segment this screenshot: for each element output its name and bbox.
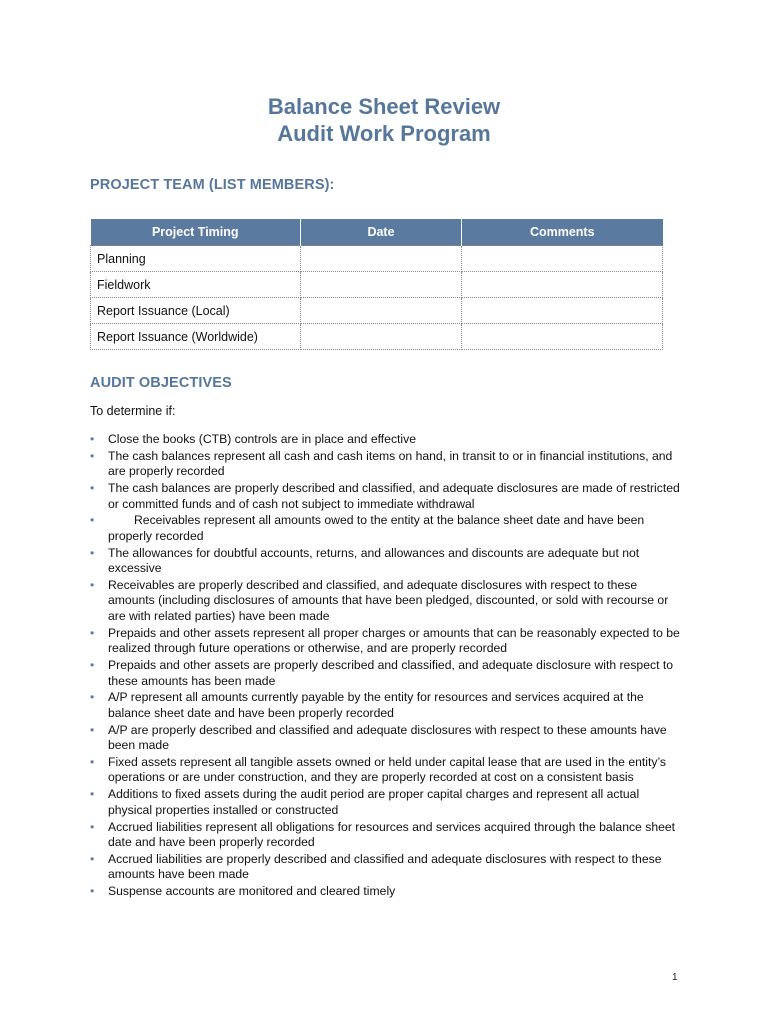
objective-text: Prepaids and other assets are properly described and classified, and adequate disclosure with respect to these amounts has been made [108,658,674,688]
bullet-icon: • [90,481,95,496]
list-item [90,626,680,657]
list-item [90,723,680,754]
bullet-icon: • [90,754,95,769]
bullet-icon: • [90,432,95,446]
bullet-icon: • [90,787,95,802]
bullet-icon: • [90,448,95,463]
table-header-row [91,219,663,246]
list-item [90,432,680,448]
comments-cell [462,298,663,324]
date-cell [301,272,462,298]
bullet-icon: • [90,722,95,737]
comments-cell [462,246,663,272]
bullet-icon: • [90,819,95,834]
project-team-heading: PROJECT TEAM (LIST MEMBERS): [90,177,335,193]
header-comments: Comments [462,219,663,246]
table-row [91,298,663,324]
objective-text: Suspense accounts are monitored and cleared timely [108,884,396,899]
list-item [90,449,680,480]
bullet-icon: • [90,545,95,560]
bullet-icon: • [90,884,95,899]
objective-text: Fixed assets represent all tangible assets owned or held under capital lease that are used in the entity’s operations or are under construction, and they are properly recorded at cost on a consistent basis [108,754,667,785]
bullet-icon: • [90,513,95,528]
row-label-report-issuance-worldwide: Report Issuance (Worldwide) [91,324,301,350]
bullet-icon: • [90,625,95,640]
objective-text: The allowances for doubtful accounts, returns, and allowances and discounts are adequate but not excessive [108,545,640,576]
list-item [90,787,680,818]
list-item [90,820,680,851]
project-timing-table [90,219,663,350]
page-number: 1 [672,972,678,983]
list-item [90,578,680,625]
table-row [91,272,663,298]
objective-text: Additions to fixed assets during the audit period are proper capital charges and represent all actual physical properties installed or constructed [108,787,640,817]
bullet-icon: • [90,690,95,705]
document-title-line1: Balance Sheet Review [267,94,501,119]
row-label-fieldwork: Fieldwork [91,272,301,298]
header-project-timing: Project Timing [91,219,301,246]
objective-text: Prepaids and other assets represent all proper charges or amounts that can be reasonably expected to be realized through future operations or otherwise, and are properly recorded [108,625,680,656]
table-row [91,246,663,272]
objectives-list [90,432,680,901]
objective-text: Accrued liabilities are properly described and classified and adequate disclosures with respect to these amounts have been made [108,851,662,882]
list-item [90,481,680,512]
row-label-planning: Planning [91,246,301,272]
table-row [91,324,663,350]
objective-text: Receivables are properly described and classified, and adequate disclosures with respect to these amounts (including disclosures of amounts that have been pledged, discounted, or sold with recourse or are with related parties) have been made [108,577,669,623]
bullet-icon: • [90,658,95,673]
objective-text: Receivables represent all amounts owed to the entity at the balance sheet date and have been properly recorded [108,513,645,543]
audit-objectives-heading: AUDIT OBJECTIVES [90,375,232,391]
objective-text: Accrued liabilities represent all obligations for resources and services acquired through the balance sheet date and have been properly recorded [108,819,676,850]
date-cell [301,298,462,324]
objective-text: A/P represent all amounts currently payable by the entity for resources and services acquired at the balance sheet date and have been properly recorded [108,690,644,720]
row-label-report-issuance-local: Report Issuance (Local) [91,298,301,324]
list-item [90,658,680,689]
comments-cell [462,272,663,298]
objective-text: A/P are properly described and classified and adequate disclosures with respect to these amounts have been made [108,722,667,753]
list-item [90,852,680,883]
date-cell [301,324,462,350]
comments-cell [462,324,663,350]
objective-text: The cash balances represent all cash and cash items on hand, in transit to or in financial institutions, and are properly recorded [108,448,673,479]
list-item [90,884,680,900]
objective-text: Close the books (CTB) controls are in place and effective [108,432,417,446]
objective-text: The cash balances are properly described and classified, and adequate disclosures are made of restricted or committed funds and of cash not subject to immediate withdrawal [108,481,680,511]
objectives-intro: To determine if: [90,404,176,418]
bullet-icon: • [90,851,95,866]
bullet-icon: • [90,577,95,592]
header-date: Date [301,219,462,246]
document-title-line2: Audit Work Program [277,121,491,146]
date-cell [301,246,462,272]
list-item [90,690,680,721]
list-item [90,546,680,577]
list-item [90,755,680,786]
list-item [90,513,680,544]
